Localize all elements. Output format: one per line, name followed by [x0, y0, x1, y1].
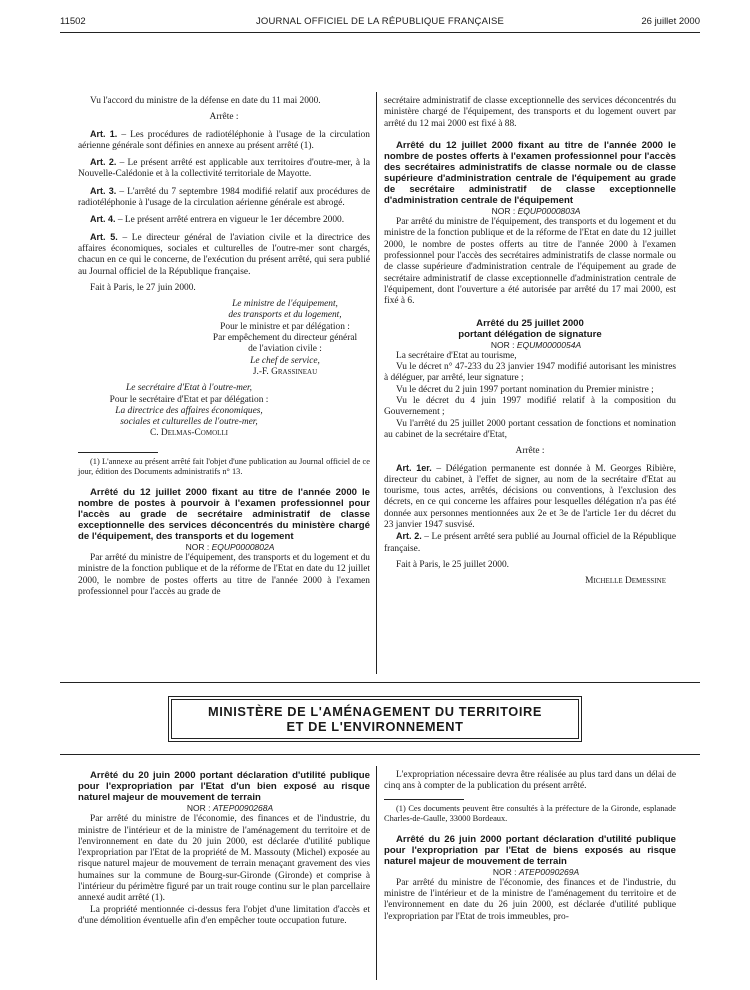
decree-body: Par arrêté du ministre de l'économie, des finances et de l'industrie, du ministre de l'intérieur et de la ministre de l'aménagement du territoire et de l'environnement en date du 20 juin 2000, est déclarée d'utilité publique l'expropriation par l'Etat de la propriété de M. Massouty (Michel) exposée au risque naturel majeur de mouvement de terrain menaçant gravement des vies humaines sur la commune de Bourg-sur-Gironde (Gironde) et comprise à l'intérieur du périmètre figuré par un trait rouge continu sur le plan parcellaire annexé audit arrêté (1). — [78, 814, 370, 904]
left-column — [78, 96, 370, 598]
signatory-name: J.-F. Grassineau — [252, 366, 318, 377]
ministry-banner — [168, 696, 582, 742]
signature-line: Le chef de service, — [250, 355, 320, 366]
nor-code: ATEP0090269A — [518, 866, 580, 877]
page-number: 11502 — [60, 16, 86, 27]
nor-label: NOR : — [186, 803, 213, 813]
footnote-rule — [384, 799, 464, 800]
article-text: – Le présent arrêté entrera en vigueur le 1er décembre 2000. — [115, 215, 345, 226]
section-rule — [60, 682, 700, 683]
decree-heading: Arrêté du 12 juillet 2000 fixant au titre de l'année 2000 le nombre de postes offerts à l'examen professionnel pour l'accès des secrétaires administratifs de classe normale ou de classe supérieure d'administration centrale de l'équipement au grade de secrétaire administratif de classe exceptionnelle d'administration centrale de l'équipement — [384, 139, 676, 206]
fait-line: Fait à Paris, le 27 juin 2000. — [90, 282, 196, 293]
article-3 — [78, 186, 370, 210]
article-label: Art. 1. — [90, 128, 118, 139]
article-text: – Les procédures de radiotéléphonie à l'usage de la circulation aérienne générale sont définies en annexe au présent arrêté (1). — [78, 129, 370, 151]
issue-date: 26 juillet 2000 — [641, 16, 700, 27]
header-rule — [60, 32, 700, 33]
right-column — [384, 96, 676, 588]
signature-line: de l'aviation civile : — [248, 344, 322, 355]
article-2 — [78, 157, 370, 181]
decree-heading: portant délégation de signature — [458, 328, 602, 340]
article-label: Art. 5. — [90, 231, 118, 242]
nor-label: NOR : — [185, 541, 212, 552]
signature-block-2 — [78, 383, 288, 439]
article-label: Art. 3. — [90, 185, 117, 196]
arrete-label: Arrête : — [209, 112, 239, 123]
signatory-name: Michelle Demessine — [585, 576, 666, 587]
article-text: – Le présent arrêté sera publié au Journal officiel de la République française. — [384, 532, 676, 554]
article-2 — [384, 531, 676, 555]
section-rule — [60, 754, 700, 755]
footnote: (1) L'annexe au présent arrêté fait l'objet d'une publication au Journal officiel de ce jour, édition des Documents administratifs n° 13. — [78, 456, 370, 476]
article-text: – Le présent arrêté est applicable aux territoires d'outre-mer, à la Nouvelle-Calédonie et à la collectivité territoriale de Mayotte. — [78, 158, 370, 180]
decree-heading: Arrêté du 12 juillet 2000 fixant au titre de l'année 2000 le nombre de postes à pourvoir à l'examen professionnel pour l'accès au grade de secrétaire administratif de classe exceptionnelle des services déconcentrés du ministère chargé de l'équipement, des transports et du logement — [78, 486, 370, 542]
nor-reference — [78, 542, 370, 553]
column-divider — [376, 766, 377, 980]
footnote-rule — [78, 452, 158, 453]
signature-line: des transports et du logement, — [228, 310, 342, 321]
decree-continuation: secrétaire administratif de classe exceptionnelle des services déconcentrés du ministère chargé de l'équipement, des transports et du logement ouvert par arrêté du 12 mai 2000 est fixé à 88. — [384, 96, 676, 129]
article-1 — [78, 129, 370, 153]
decree-body: La propriété mentionnée ci-dessus fera l'objet d'une limitation d'accès et d'une démolition éventuelle afin d'en empêcher toute occupation future. — [78, 904, 370, 926]
signature-line: Par empêchement du directeur général — [212, 333, 358, 344]
article-label: Art. 4. — [90, 214, 116, 225]
column-divider — [376, 92, 377, 674]
signatory-name: C. Delmas-Comolli — [149, 428, 229, 439]
article-1 — [384, 463, 676, 532]
nor-reference — [384, 867, 676, 878]
nor-label: NOR : — [491, 205, 518, 216]
signature-line: sociales et culturelles de l'outre-mer, — [120, 417, 258, 428]
article-label: Art. 2. — [396, 531, 422, 542]
signature-line: Pour le ministre et par délégation : — [220, 321, 350, 332]
vu-clause: Vu le décret n° 47-233 du 23 janvier 1947 modifié autorisant les ministres à déléguer, par arrêté, leur signature ; — [384, 362, 676, 384]
decree-intro: La secrétaire d'Etat au tourisme, — [396, 350, 517, 361]
signature-line: Pour le secrétaire d'Etat et par délégation : — [109, 394, 269, 405]
page-header — [60, 14, 700, 30]
journal-title: JOURNAL OFFICIEL DE LA RÉPUBLIQUE FRANÇAISE — [255, 16, 505, 27]
decree-body: Par arrêté du ministre de l'économie, des finances et de l'industrie, du ministre de l'intérieur et de la ministre de l'aménagement du territoire et de l'environnement en date du 26 juin 2000, est déclarée d'utilité publique l'expropriation par l'Etat de trois immeubles, pro- — [384, 877, 676, 922]
ministry-title-line: ET DE L'ENVIRONNEMENT — [286, 719, 464, 734]
vu-clause: Vu le décret du 2 juin 1997 portant nomination du Premier ministre ; — [396, 384, 654, 395]
article-4 — [78, 214, 370, 226]
article-text: – Le directeur général de l'aviation civile et la directrice des affaires économiques, sociales et culturelles de l'outre-mer sont chargés, chacun en ce qui le concerne, de l'exécution du présent arrêté, qui sera publié au Journal officiel de la République française. — [78, 232, 370, 277]
arrete-label: Arrête : — [515, 446, 545, 457]
decree-body: L'expropriation nécessaire devra être réalisée au plus tard dans un délai de cinq ans à compter de la publication du présent arrêté. — [384, 770, 676, 792]
nor-reference — [384, 206, 676, 217]
nor-reference — [384, 340, 676, 351]
article-text: – L'arrêté du 7 septembre 1984 modifié relatif aux procédures de radiotéléphonie à l'usage de la circulation aérienne générale est abrogé. — [78, 186, 370, 209]
article-5 — [78, 232, 370, 278]
decree-heading: Arrêté du 25 juillet 2000 — [476, 317, 584, 329]
signature-line: Le secrétaire d'Etat à l'outre-mer, — [126, 383, 252, 394]
nor-label: NOR : — [490, 339, 517, 350]
vu-clause: Vu l'accord du ministre de la défense en date du 11 mai 2000. — [90, 96, 321, 106]
vu-clause: Vu l'arrêté du 25 juillet 2000 portant cessation de fonctions et nomination au cabinet de la secrétaire d'Etat, — [384, 418, 676, 440]
article-label: Art. 2. — [90, 157, 117, 168]
decree-heading: Arrêté du 20 juin 2000 portant déclaration d'utilité publique pour l'expropriation par l'Etat d'un bien exposé au risque naturel majeur de mouvement de terrain — [78, 770, 370, 803]
article-label: Art. 1er. — [396, 462, 432, 473]
nor-code: EQUM0000054A — [516, 339, 582, 350]
signature-line: La directrice des affaires économiques, — [115, 405, 263, 416]
decree-body: Par arrêté du ministre de l'équipement, des transports et du logement et du ministre de la fonction publique et de la réforme de l'Etat en date du 12 juillet 2000, le nombre de postes offerts au titre de l'année 2000 à l'examen professionnel pour l'accès au grade de — [78, 553, 370, 597]
vu-clause: Vu le décret du 4 juin 1997 modifié relatif à la composition du Gouvernement ; — [384, 396, 676, 418]
fait-line: Fait à Paris, le 25 juillet 2000. — [396, 559, 510, 570]
nor-code: ATEP0090268A — [212, 803, 274, 813]
footnote: (1) Ces documents peuvent être consultés à la préfecture de la Gironde, esplanade Charles-de-Gaulle, 33000 Bordeaux. — [384, 803, 676, 823]
article-text: – Délégation permanente est donnée à M. Georges Ribière, directeur du cabinet, à l'effet de signer, au nom de la secrétaire d'Etat au tourisme, tous actes, arrêtés, décisions ou conventions, à l'exclusion des décrets, en ce qui concerne les affaires pour lesquelles délégation n'a pas été donnée aux personnes mentionnées aux 2e et 3e de l'article 1er du décret du 23 janvier 1947 susvisé. — [384, 463, 676, 531]
nor-code: EQUP0000802A — [211, 541, 275, 552]
ministry-title-line: MINISTÈRE DE L'AMÉNAGEMENT DU TERRITOIRE — [208, 704, 542, 719]
decree-body: Par arrêté du ministre de l'équipement, des transports et du logement et du ministre de la fonction publique et de la réforme de l'Etat en date du 12 juillet 2000, le nombre de postes offerts au titre de l'année 2000 à l'examen professionnel pour l'accès des secrétaires administratifs de classe normale ou de classe supérieure d'administration centrale de l'équipement au grade de secrétaire administratif de classe exceptionnelle d'administration centrale de l'équipement, dont l'ouverture a été autorisée par arrêté du 17 mai 2000, est fixé à 6. — [384, 217, 676, 307]
signature-line: Le ministre de l'équipement, — [232, 299, 338, 310]
bottom-left-column — [78, 770, 370, 927]
nor-label: NOR : — [492, 866, 519, 877]
nor-reference — [78, 803, 370, 814]
decree-heading: Arrêté du 26 juin 2000 portant déclaration d'utilité publique pour l'expropriation par l'Etat de biens exposés au risque naturel majeur de mouvement de terrain — [384, 833, 676, 867]
signature-block-1 — [188, 299, 370, 378]
bottom-right-column — [384, 770, 676, 923]
nor-code: EQUP0000803A — [517, 205, 581, 216]
